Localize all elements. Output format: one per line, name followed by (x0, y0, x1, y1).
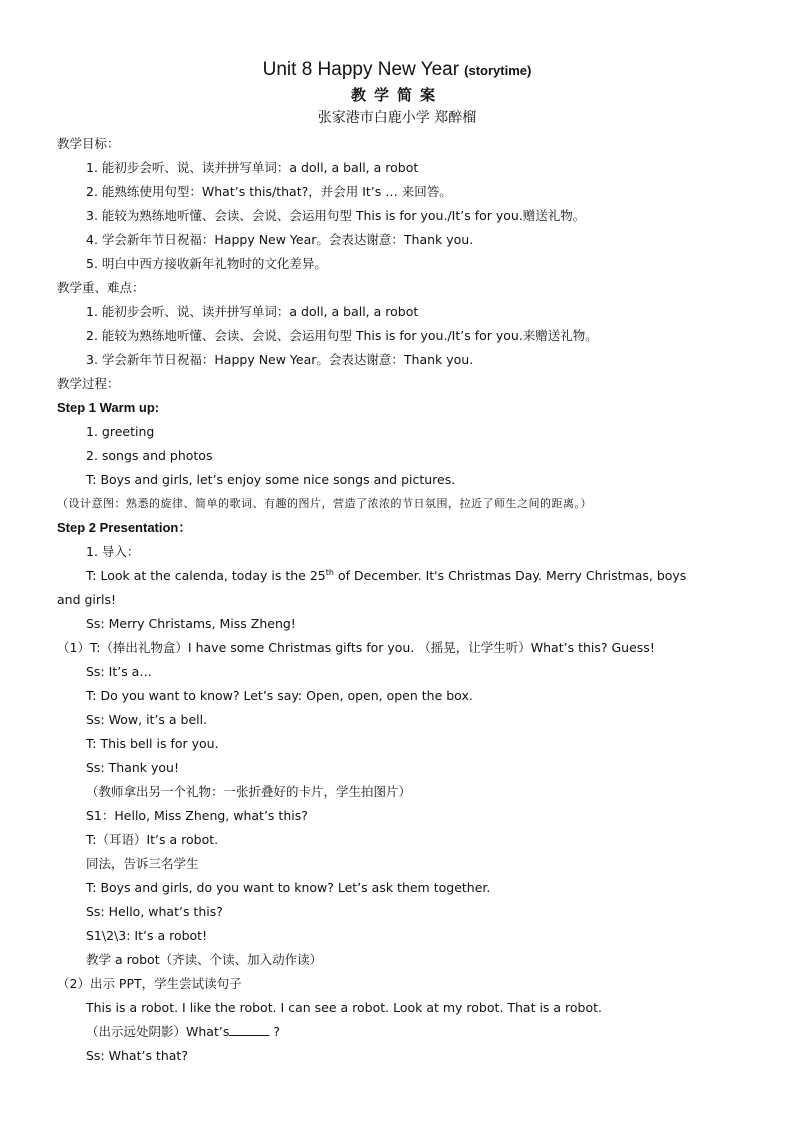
goal-item: 1. 能初步会听、说、读并拼写单词：a doll, a ball, a robot (86, 160, 419, 175)
keypoint-item: 1. 能初步会听、说、读并拼写单词：a doll, a ball, a robot (86, 304, 419, 319)
step2-line: （1）T:（捧出礼物盒）I have some Christmas gifts for you. （摇晃，让学生听）What’s this? Guess! (57, 640, 655, 655)
step2-line: S1\2\3: It’s a robot! (86, 928, 208, 943)
step2-line: 同法，告诉三名学生 (86, 856, 199, 871)
step2-blank-line (86, 1020, 280, 1044)
step2-line: This is a robot. I like the robot. I can see a robot. Look at my robot. That is a robot. (86, 1000, 603, 1015)
document-author: 张家港市白鹿小学 郑醉榴 (317, 110, 477, 126)
step2-line: S1：Hello, Miss Zheng, what’s this? (86, 808, 308, 823)
step2-line: Ss: Merry Christams, Miss Zheng! (86, 616, 296, 631)
goal-item: 3. 能较为熟练地听懂、会读、会说、会运用句型 This is for you./It’s for you.赠送礼物。 (86, 208, 586, 223)
keypoint-item: 2. 能较为熟练地听懂、会读、会说、会运用句型 This is for you./It’s for you.来赠送礼物。 (86, 328, 598, 343)
goal-item: 4. 学会新年节日祝福：Happy New Year。会表达谢意：Thank you. (86, 232, 474, 247)
step2-t1-sup: th (325, 567, 334, 577)
step2-blank-after: ? (273, 1024, 280, 1039)
step2-line: T: Do you want to know? Let’s say: Open, open, open the box. (86, 688, 473, 703)
step2-blank-before: （出示远处阴影）What’s (86, 1024, 230, 1039)
goal-item: 2. 能熟练使用句型：What’s this/that?，并会用 It’s … 来回答。 (86, 184, 452, 199)
keypoint-item: 3. 学会新年节日祝福：Happy New Year。会表达谢意：Thank you. (86, 352, 474, 367)
step2-line: Ss: Wow, it’s a bell. (86, 712, 208, 727)
step2-line: Ss: Hello, what’s this? (86, 904, 223, 919)
step2-line: Ss: Thank you! (86, 760, 179, 775)
step1-line: 2. songs and photos (86, 448, 213, 463)
fill-in-blank (229, 1021, 269, 1036)
step1-heading: Step 1 Warm up: (57, 400, 160, 415)
step2-intro: 1. 导入： (86, 544, 140, 559)
step2-t1-before: T: Look at the calenda, today is the 25 (86, 568, 326, 583)
step1-line: T: Boys and girls, let’s enjoy some nice songs and pictures. (86, 472, 456, 487)
step2-line: T:（耳语）It’s a robot. (86, 832, 219, 847)
step2-line: （教师拿出另一个礼物：一张折叠好的卡片，学生拍图片） (86, 784, 412, 799)
title-main: Unit 8 Happy New Year (262, 59, 460, 80)
goal-item: 5. 明白中西方接收新年礼物时的文化差异。 (86, 256, 327, 271)
step2-t1-after: of December. It's Christmas Day. Merry Christmas, boys (333, 568, 687, 583)
step1-design-note: （设计意图：熟悉的旋律、简单的歌词、有趣的图片，营造了浓浓的节日氛围，拉近了师生之间的距离。） (57, 497, 592, 510)
step2-line: （2）出示 PPT，学生尝试读句子 (57, 976, 242, 991)
keypoints-heading: 教学重、难点： (57, 280, 145, 295)
goals-heading: 教学目标： (57, 136, 120, 151)
step2-teacher-line (86, 564, 686, 588)
step2-line: Ss: It’s a… (86, 664, 152, 679)
step1-line: 1. greeting (86, 424, 155, 439)
step2-teacher-line-cont: and girls! (57, 592, 117, 607)
step2-line: T: This bell is for you. (86, 736, 219, 751)
step2-line: 教学 a robot（齐读、个读、加入动作读） (86, 952, 323, 967)
step2-last-line: Ss: What’s that? (86, 1048, 188, 1063)
document-title (0, 56, 794, 84)
step2-line: T: Boys and girls, do you want to know? Let’s ask them together. (86, 880, 491, 895)
document-subtitle: 教学简案 (350, 86, 443, 104)
title-sub: (storytime) (464, 63, 532, 78)
process-heading: 教学过程： (57, 376, 120, 391)
step2-heading: Step 2 Presentation： (57, 520, 192, 535)
